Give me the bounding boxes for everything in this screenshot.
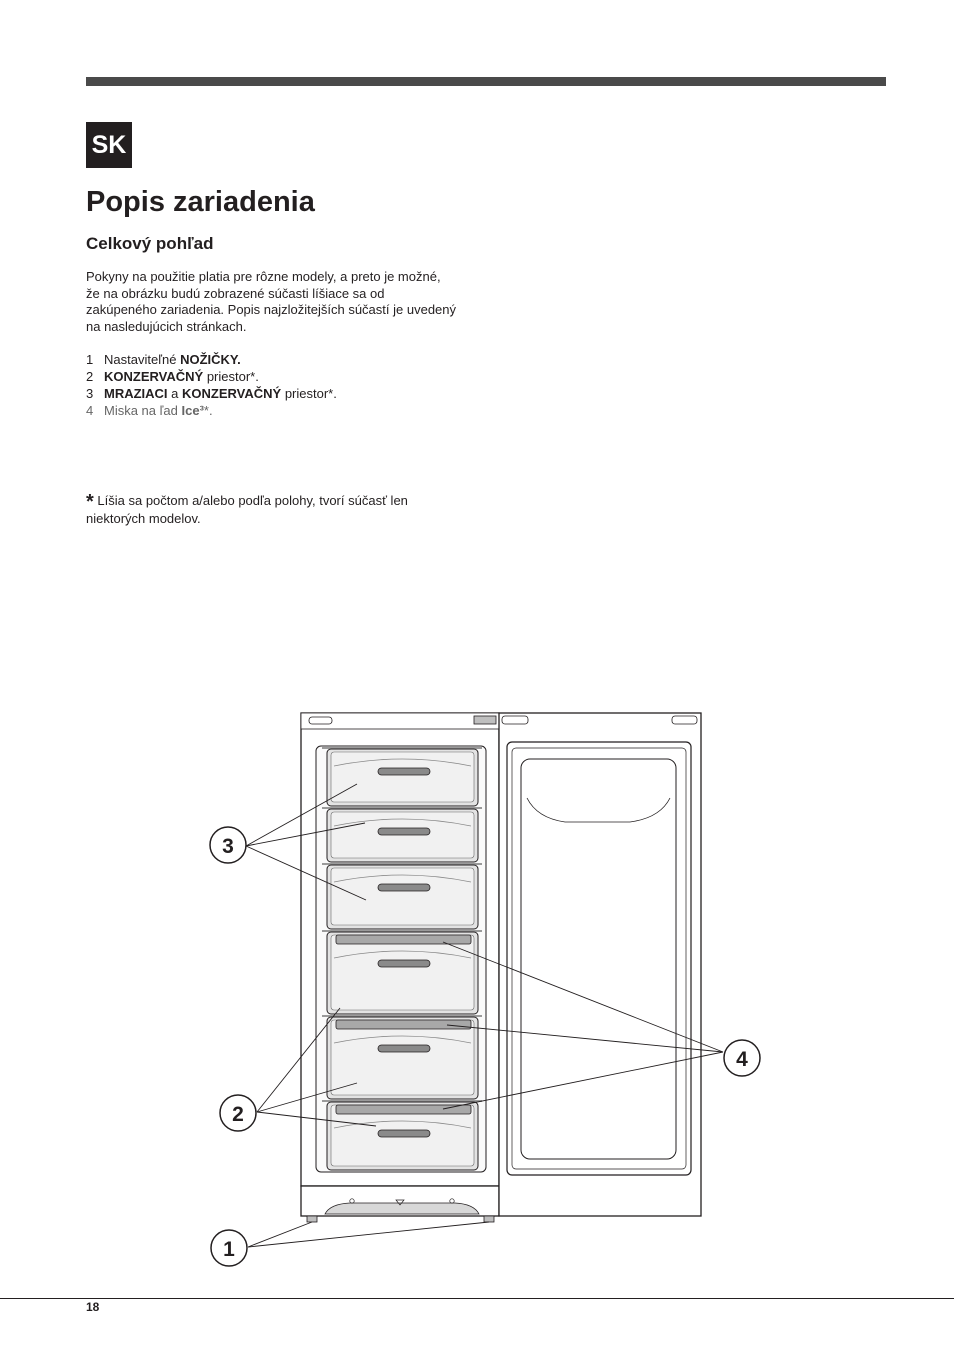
language-badge: SK (86, 122, 132, 168)
parts-list-item: 2 KONZERVAČNÝ priestor*. (86, 369, 259, 384)
parts-list-item: 1 Nastaviteľné NOŽIČKY. (86, 352, 241, 367)
parts-list-item: 3 MRAZIACI a KONZERVAČNÝ priestor*. (86, 386, 337, 401)
callout-1 (211, 1230, 247, 1266)
page-title: Popis zariadenia (86, 186, 315, 218)
callout-label: 2 (232, 1103, 244, 1126)
page-number: 18 (86, 1300, 100, 1314)
part-number: 4 (86, 403, 94, 418)
callout-4 (724, 1040, 760, 1076)
drawer-front (331, 1020, 474, 1095)
drawer-handle (378, 960, 430, 967)
base-grille (325, 1203, 479, 1214)
drawer-handle (378, 1045, 430, 1052)
drawer-front (331, 935, 474, 1010)
drawer-handle (378, 768, 430, 775)
cabinet-top-strip (301, 713, 499, 729)
ice-tray (336, 1105, 471, 1114)
drawer-front (331, 752, 474, 802)
part-number: 3 (86, 386, 94, 401)
callout-label: 4 (736, 1048, 748, 1071)
door-hinge (474, 716, 496, 724)
drawer-handle (378, 828, 430, 835)
intro-paragraph: Pokyny na použitie platia pre rôzne modely, a preto je možné, že na obrázku budú zobrazené súčasti líšiace sa od zakúpeného zariadenia. Popis najzložitejších súčastí je uvedený na nasledujúcich stránkach. (86, 269, 457, 334)
footnote-text: Líšia sa počtom a/alebo podľa polohy, tvorí súčasť len niektorých modelov. (86, 493, 408, 526)
drawer-handle (378, 1130, 430, 1137)
drawer-handle (378, 884, 430, 891)
door-liner (521, 759, 676, 1159)
footnote-mark: * (86, 491, 94, 513)
callout-label: 3 (222, 835, 234, 858)
ice-tray (336, 935, 471, 944)
section-subtitle: Celkový pohľad (86, 234, 214, 253)
part-number: 2 (86, 369, 94, 384)
drawers-group (322, 747, 482, 1170)
callout-3 (210, 827, 246, 863)
drawer-front (331, 868, 474, 925)
callout-label: 1 (223, 1238, 235, 1261)
ice-tray (336, 1020, 471, 1029)
part-number: 1 (86, 352, 94, 367)
adjustable-foot (484, 1216, 494, 1222)
bottom-rule (0, 1298, 954, 1299)
adjustable-foot (307, 1216, 317, 1222)
callout-2 (220, 1095, 256, 1131)
parts-list-item: 4 Miska na ľad Ice³*. (86, 403, 213, 418)
